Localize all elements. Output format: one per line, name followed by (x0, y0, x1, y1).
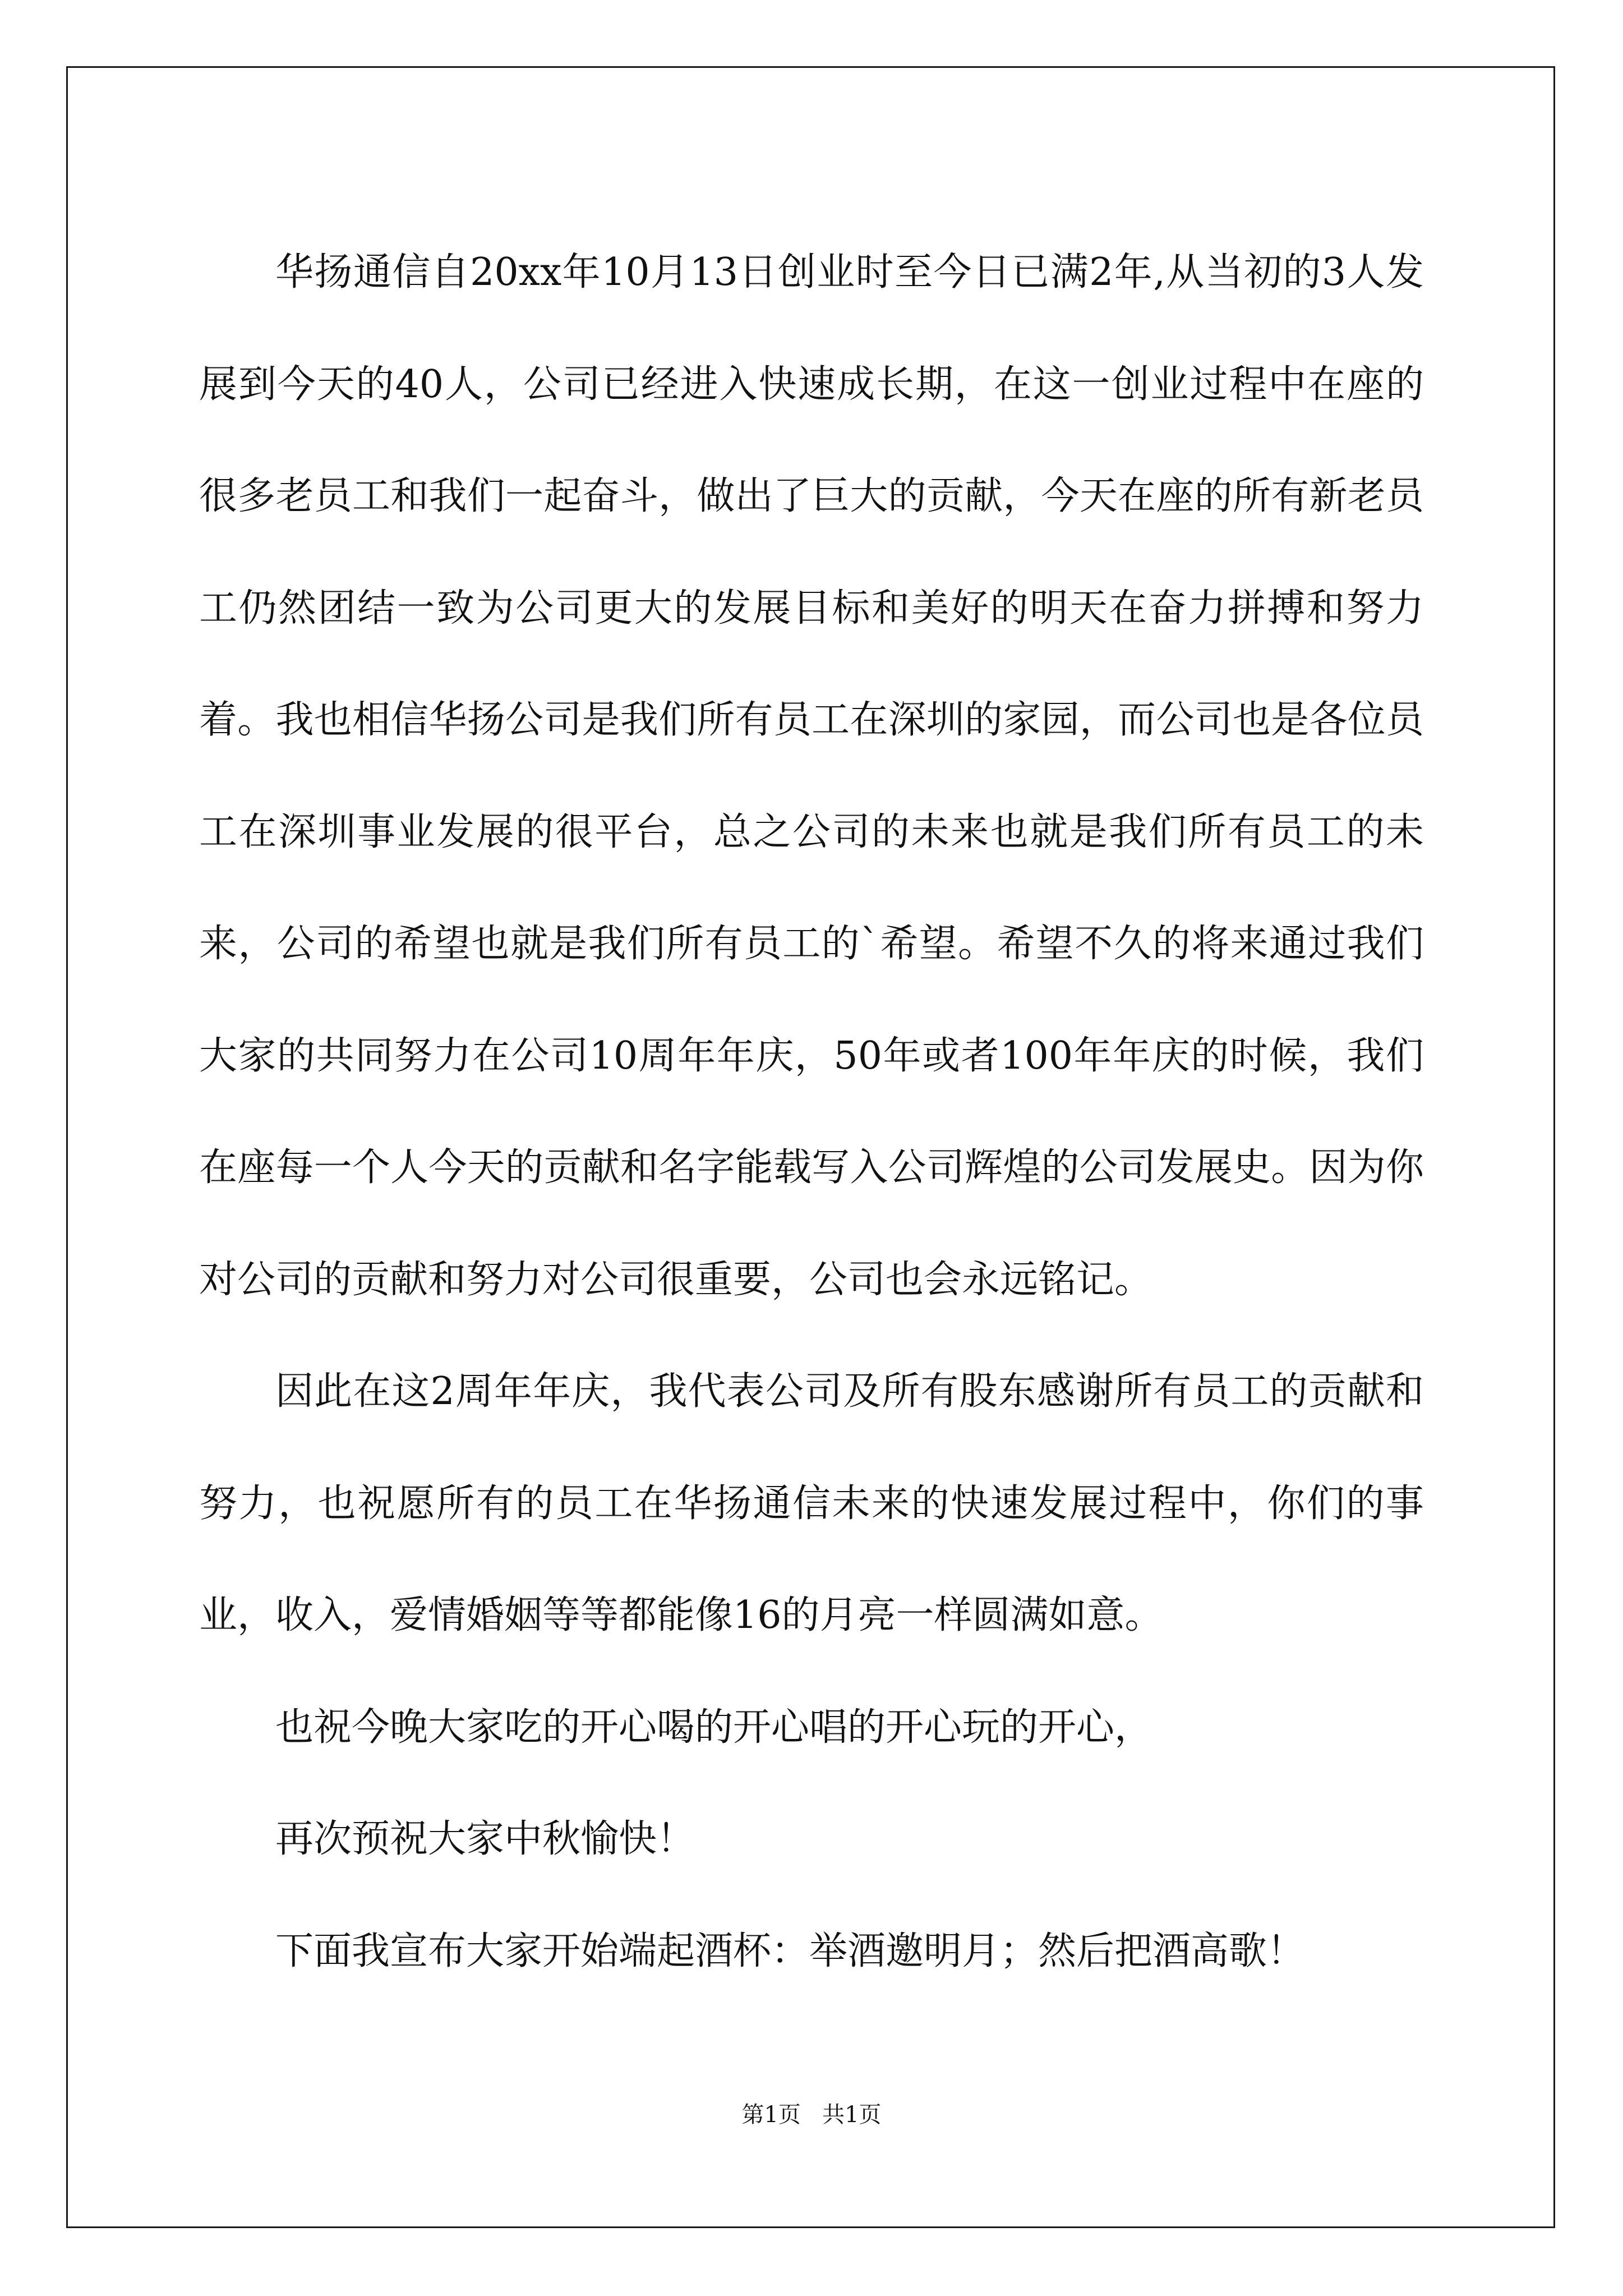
paragraph-2: 因此在这2周年年庆，我代表公司及所有股东感谢所有员工的贡献和努力，也祝愿所有的员工在华扬通信未来的快速发展过程中，你们的事业，收入，爱情婚姻等等都能像16的月亮一样圆满如意。 (199, 1369, 1424, 1637)
page-total: 共1页 (822, 2102, 882, 2128)
paragraph-1: 华扬通信自20xx年10月13日创业时至今日已满2年,从当初的3人发展到今天的40人，公司已经进入快速成长期，在这一创业过程中在座的很多老员工和我们一起奋斗，做出了巨大的贡献，今天在座的所有新老员工仍然团结一致为公司更大的发展目标和美好的明天在奋力拼搏和努力着。我也相信华扬公司是我们所有员工在深圳的家园，而公司也是各位员工在深圳事业发展的很平台，总之公司的未来也就是我们所有员工的未来，公司的希望也就是我们所有员工的`希望。希望不久的将来通过我们大家的共同努力在公司10周年年庆，50年或者100年年庆的时候，我们在座每一个人今天的贡献和名字能载写入公司辉煌的公司发展史。因为你对公司的贡献和努力对公司很重要，公司也会永远铭记。 (199, 250, 1424, 1302)
paragraph-5: 下面我宣布大家开始端起酒杯：举酒邀明月；然后把酒高歌！ (275, 1929, 1306, 1973)
paragraph-3: 也祝今晚大家吃的开心喝的开心唱的开心玩的开心， (275, 1705, 1153, 1750)
paragraph-4: 再次预祝大家中秋愉快！ (275, 1817, 695, 1861)
document-body (199, 217, 1424, 2007)
page-number: 第1页 (741, 2102, 801, 2128)
page-footer (0, 2097, 1623, 2129)
